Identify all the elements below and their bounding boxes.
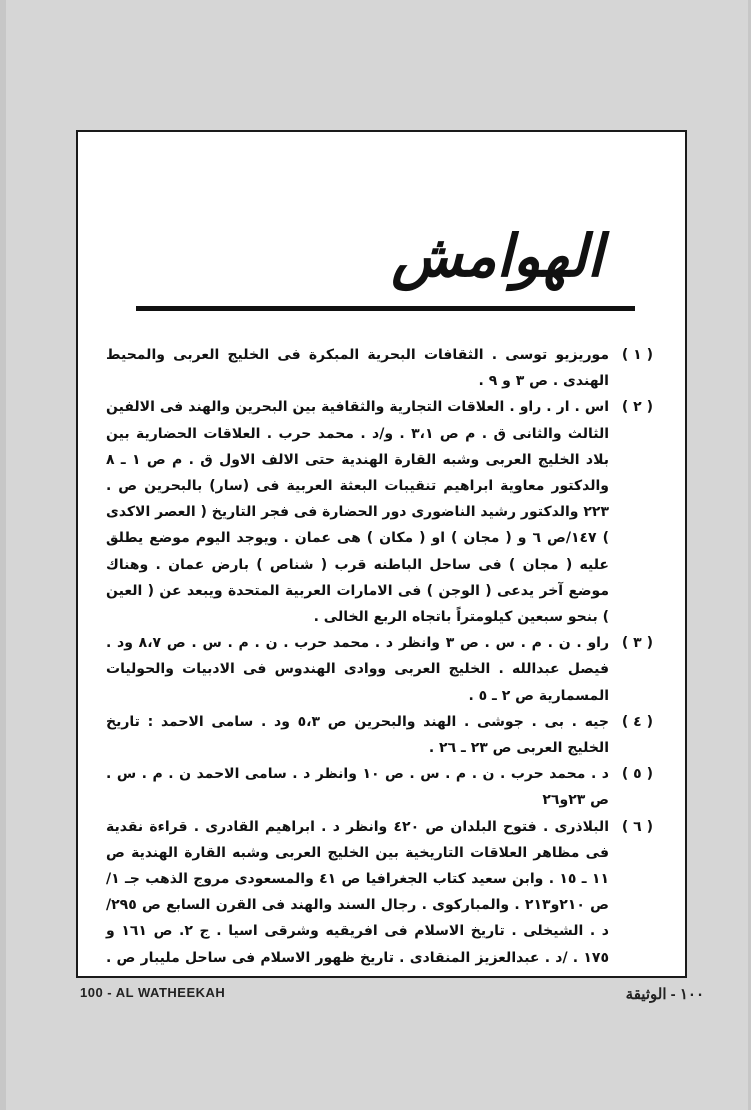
footer-page-label-ar: ١٠٠ - الوثيقة (625, 986, 704, 1003)
footnote-text: موريزيو توسى . الثقافات البحرية المبكرة فى الخليج العربى والمحيط الهندى . ص ٣ و ٩ . (106, 347, 609, 390)
footnotes-list (106, 342, 653, 970)
footnote-number: ( ٤ ) (621, 713, 653, 730)
heading-underline (136, 306, 635, 311)
footnote-text: جيه . بى . جوشى . الهند والبحرين ص ٥،٣ ود . سامى الاحمد : تاريخ الخليج العربى ص ٢٣ ـ ٢٦ . (106, 713, 609, 757)
footnote-number: ( ٢ ) (621, 399, 653, 416)
footnote (106, 342, 653, 394)
footnote-number: ( ٥ ) (621, 766, 653, 783)
footnote-text: راو . ن . م . س . ص ٣ وانظر د . محمد حرب . ن . م . س . ص ٨،٧ ود . فيصل عبدالله . الخليج العربى ووادى الهندوس فى الادبيات والحوليات المسمارية ص ٢ ـ ٥ . (106, 635, 610, 704)
footnote (106, 761, 653, 813)
footnote-number: ( ٦ ) (621, 818, 653, 835)
footnote (106, 709, 653, 761)
page-heading: الهوامش (391, 222, 603, 290)
footnote (106, 814, 653, 978)
footnote (106, 630, 653, 709)
footnote-text: د . محمد حرب . ن . م . س . ص ١٠ وانظر د . سامى الاحمد ن . م . س . ص ٢٣و٢٦ (106, 766, 609, 809)
footnote-number: ( ١ ) (621, 347, 653, 363)
scanned-page (6, 0, 748, 1110)
footnote-text: البلاذرى . فتوح البلدان ص ٤٢٠ وانظر د . ابراهيم القادرى . قراءة نقدية فى مظاهر العلاقات التاريخية بين الخليج العربى وشبه القارة الهندية ص ١١ ـ ١٥ . وابن سعيد كتاب الجغرافيا ص ٤١ والمسعودى مروج الذهب جـ ١/ص ٢١٠و٢١٣ . والمباركوى . رجال السند والهند فى القرن السابع ص ٢٩٥/ د . الشيخلى . تاريخ الاسلام فى افريقيه وشرقى اسيا . ج ٢. ص ١٦١ و ١٧٥ . /د . عبدالعزيز المنقادى . تاريخ ظهور الاسلام فى ساحل مليبار ص . (106, 818, 609, 966)
footnote-text: اس . ار . راو . العلاقات التجارية والثقافية بين البحرين والهند فى الالفين الثالث والثانى ق . م ص ٣،١ . و/د . محمد حرب . العلاقات الحضارية بين بلاد الخليج العربى وشبه القارة الهندية حتى الالف الاول ق . م ص ١ ـ ٨ والدكتور معاوية ابراهيم تنقيبات البعثة العربية فى (سار) بالبحرين ص . ٢٢٣ والدكتور رشيد الناضورى دور الحضارة فى فجر التاريخ ( العصر الاكدى ) ١٤٧/ص ٦ و ( مجان ) او ( مكان ) هى عمان . ويوجد اليوم موضع يطلق عليه ( مجان ) فى ساحل الباطنه قرب ( شناص ) بارض عمان . وهناك موضع آخر يدعى ( الوجن ) فى الامارات العربية المتحدة ويبعد عن ( العين ) بنحو سبعين كيلومتراً باتجاه الربع الخالى . (106, 399, 609, 626)
footnote-number: ( ٣ ) (621, 635, 653, 652)
footnote (106, 394, 653, 630)
content-frame (76, 130, 687, 978)
footer-page-label-en: 100 - AL WATHEEKAH (80, 985, 226, 1000)
